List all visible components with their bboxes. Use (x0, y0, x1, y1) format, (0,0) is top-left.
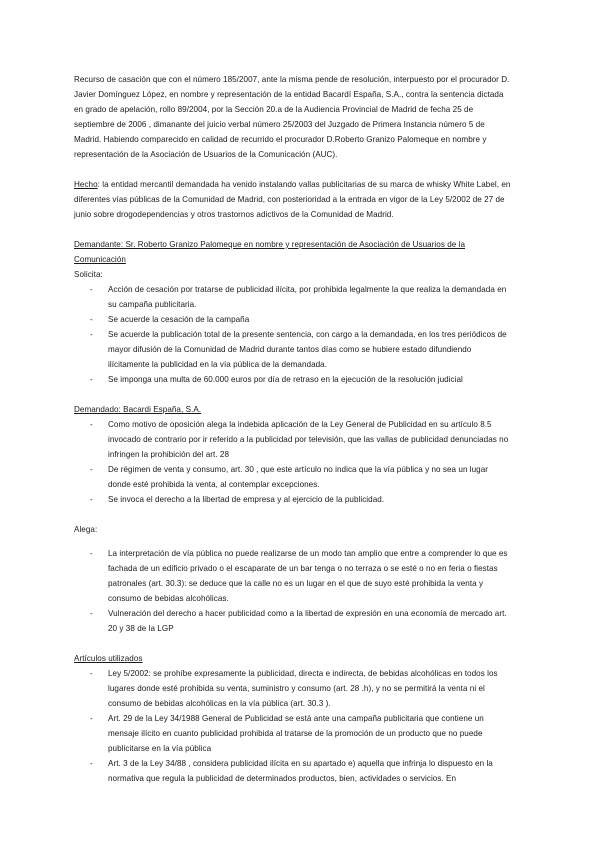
list-item: - Se acuerde la cesación de la campaña (74, 312, 512, 327)
list-item: - De régimen de venta y consumo, art. 30 , que este artículo no indica que la vía pública y no sea un lugar donde esté prohibida la venta, al contemplar excepciones. (74, 462, 512, 492)
demandado-list (74, 417, 512, 507)
list-item: - La interpretación de vía pública no puede realizarse de un modo tan amplio que entre a comprender lo que es fachada de un edificio privado o el escaparate de un bar tenga o no terraza o se esté o no en feria o fiestas patronales (art. 30.3): se deduce que la calle no es un lugar en el que de suyo esté prohibida la venta y consumo de bebidas alcohólicas. (74, 546, 512, 606)
hecho-text: : la entidad mercantil demandada ha venido instalando vallas publicitarias de su marca de whisky White Label, en diferentes vías públicas de la Comunidad de Madrid, con posterioridad a la entrada en vigor de la Ley 5/2002 de 27 de junio sobre drogodependencias y otros trastornos adictivos de la Comunidad de Madrid. (74, 180, 511, 219)
list-item: - Se invoca el derecho a la libertad de empresa y al ejercicio de la publicidad. (74, 492, 512, 507)
list-item: - Como motivo de oposición alega la indebida aplicación de la Ley General de Publicidad en su artículo 8.5 invocado de contrario por ir referido a la publicidad por televisión, que las vallas de publicidad denunciadas no infringen la prohibición del art. 28 (74, 417, 512, 462)
list-item: - Vulneración del derecho a hacer publicidad como a la libertad de expresión en una economía de mercado art. 20 y 38 de la LGP (74, 606, 512, 636)
list-item: - Art. 3 de la Ley 34/88 , considera publicidad ilícita en su apartado e) aquella que infrinja lo dispuesto en la normativa que regula la publicidad de determinados productos, bien, actividades o servicios. En (74, 756, 512, 786)
intro-paragraph: Recurso de casación que con el número 185/2007, ante la misma pende de resolución, interpuesto por el procurador D. Javier Domínguez López, en nombre y representación de la entidad Bacardí España, S.A., contra la sentencia dictada en grado de apelación, rollo 89/2004, por la Sección 20.a de la Audiencia Provincial de Madrid de fecha 25 de septiembre de 2006 , dimanante del juicio verbal número 25/2003 del Juzgado de Primera Instancia número 5 de Madrid. Habiendo comparecido en calidad de recurrido el procurador D.Roberto Granizo Palomeque en nombre y representación de la Asociación de Usuarios de la Comunicación (AUC). (74, 75, 510, 159)
list-item: - Ley 5/2002: se prohíbe expresamente la publicidad, directa e indirecta, de bebidas alcohólicas en todos los lugares donde esté prohibida su venta, suministro y consumo (art. 28 .h), y no se permitirá la venta ni el consumo de bebidas alcohólicas en la vía pública (art. 30.3 ). (74, 666, 512, 711)
hecho-label: Hecho (74, 180, 98, 189)
hecho-paragraph (74, 177, 512, 222)
list-item: - Acción de cesación por tratarse de publicidad ilícita, por prohibida legalmente la que realiza la demandada en su campaña publicitaria. (74, 282, 512, 312)
list-item: - Se acuerde la publicación total de la presente sentencia, con cargo a la demandada, en los tres periódicos de mayor difusión de la Comunidad de Madrid durante tantos días como se hubiere estado difundiendo ilícitamente la publicidad en la vía pública de la demandada. (74, 327, 512, 372)
demandante-list (74, 282, 512, 387)
alega-heading: Alega: (74, 525, 98, 534)
articulos-heading: Artículos utilizados (74, 654, 143, 663)
alega-list (74, 546, 512, 636)
list-item: - Art. 29 de la Ley 34/1988 General de Publicidad se está ante una campaña publicitaria que contiene un mensaje ilícito en cuanto publicidad prohibida al tratarse de la promoción de un producto que no puede publicitarse en la vía pública (74, 711, 512, 756)
articulos-list (74, 666, 512, 786)
solicita-subheading: Solicita: (74, 270, 103, 279)
demandado-heading: Demandado: Bacardi España, S.A. (74, 405, 202, 414)
list-item: - Se imponga una multa de 60.000 euros por día de retraso en la ejecución de la resolución judicial (74, 372, 512, 387)
demandante-heading: Demandante: Sr. Roberto Granizo Palomeque en nombre y representación de Asociación de Usuarios de la Comunicación (74, 240, 466, 264)
